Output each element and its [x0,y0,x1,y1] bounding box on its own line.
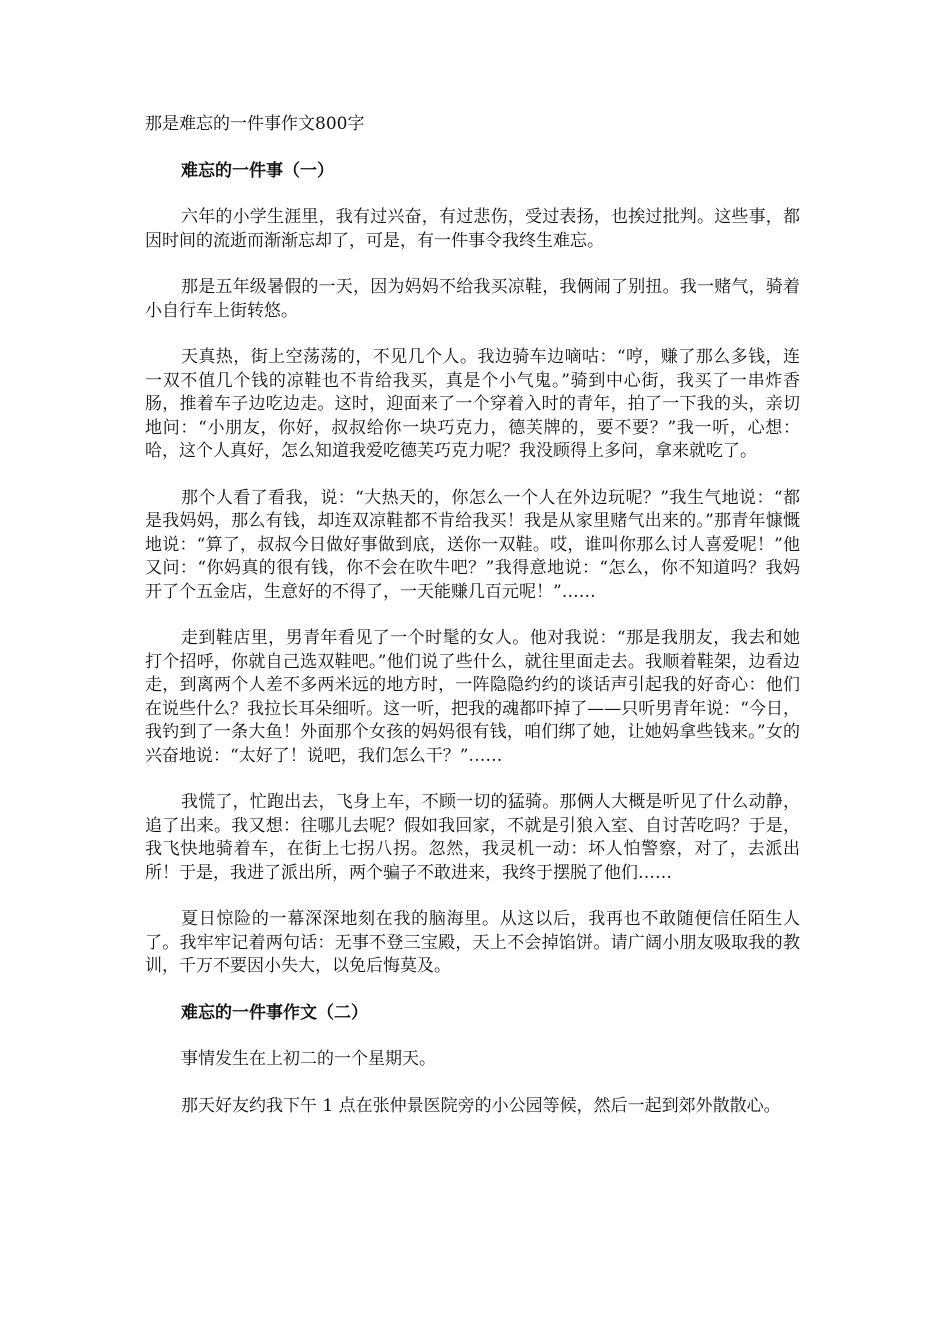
paragraph: 我慌了，忙跑出去，飞身上车，不顾一切的猛骑。那俩人大概是听见了什么动静，追了出来。我又想：往哪儿去呢？假如我回家，不就是引狼入室、自讨苦吃吗？于是，我飞快地骑着车，在街上七拐八拐。忽然，我灵机一动：坏人怕警察，对了，去派出所！于是，我进了派出所，两个骗子不敢进来，我终于摆脱了他们…… [145,792,800,883]
paragraph: 夏日惊险的一幕深深地刻在我的脑海里。从这以后，我再也不敢随便信任陌生人了。我牢牢记着两句话：无事不登三宝殿，天上不会掉馅饼。请广阔小朋友吸取我的教训，千万不要因小失大，以免后悔莫及。 [145,909,800,976]
section-heading: 难忘的一件事作文（二） [181,1002,368,1023]
section-2 [145,1002,800,1119]
paragraph: 那是五年级暑假的一天，因为妈妈不给我买凉鞋，我俩闹了别扭。我一赌气，骑着小自行车上街转悠。 [145,277,800,321]
paragraph: 走到鞋店里，男青年看见了一个时髦的女人。他对我说：“那是我朋友，我去和她打个招呼，你就自己选双鞋吧。”他们说了些什么，就往里面走去。我顺着鞋架，边看边走，到离两个人差不多两米远的地方时，一阵隐隐约约的谈话声引起我的好奇心：他们在说些什么？我拉长耳朵细听。这一听，把我的魂都吓掉了——只听男青年说：“今日，我钓到了一条大鱼！外面那个女孩的妈妈很有钱，咱们绑了她，让她妈拿些钱来。”女的兴奋地说：“太好了！说吧，我们怎么干？”…… [145,628,800,766]
paragraph: 事情发生在上初二的一个星期天。 [181,1049,436,1069]
paragraph: 天真热，街上空荡荡的，不见几个人。我边骑车边嘀咕：“哼，赚了那么多钱，连一双不值几个钱的凉鞋也不肯给我买，真是个小气鬼。”骑到中心街，我买了一串炸香肠，推着车子边吃边走。这时，迎面来了一个穿着入时的青年，拍了一下我的头，亲切地问：“小朋友，你好，叔叔给你一块巧克力，德芙牌的，要不要？”我一听，心想：哈，这个人真好，怎么知道我爱吃德芙巧克力呢？我没顾得上多问，拿来就吃了。 [145,347,800,461]
paragraph: 那天好友约我下午 1 点在张仲景医院旁的小公园等候，然后一起到郊外散散心。 [181,1095,781,1116]
paragraph: 那个人看了看我，说：“大热天的，你怎么一个人在外边玩呢？”我生气地说：“都是我妈妈，那么有钱，却连双凉鞋都不肯给我买！我是从家里赌气出来的。”那青年慷慨地说：“算了，叔叔今日做好事做到底，送你一双鞋。哎，谁叫你那么讨人喜爱呢！”他又问：“你妈真的很有钱，你不会在吹牛吧？”我得意地说：“怎么，你不知道吗？我妈开了个五金店，生意好的不得了，一天能赚几百元呢！”…… [145,487,800,602]
section-heading: 难忘的一件事（一） [181,160,334,181]
document-title: 那是难忘的一件事作文800字 [145,114,365,134]
document-page [145,113,800,1141]
section-1 [145,160,800,979]
paragraph: 六年的小学生涯里，我有过兴奋，有过悲伤，受过表扬，也挨过批判。这些事，都因时间的流逝而渐渐忘却了，可是，有一件事令我终生难忘。 [145,207,800,251]
